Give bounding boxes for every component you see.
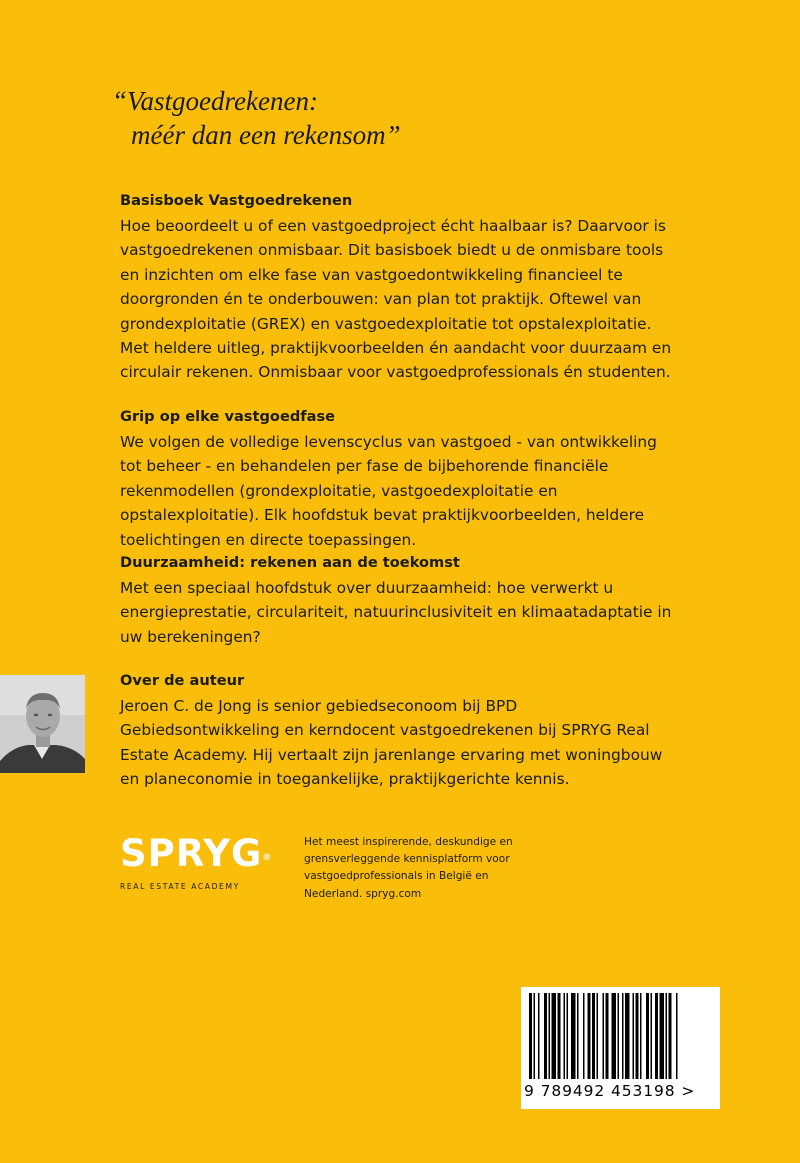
barcode-bar [612,993,617,1079]
section-basisboek [120,190,680,385]
section-title: Over de auteur [120,672,245,689]
barcode-bar [588,993,591,1079]
barcode-bar [633,993,635,1079]
barcode-bar [571,993,576,1079]
barcode-bars [527,993,715,1081]
barcode-bar [592,993,595,1079]
section-body: We volgen de volledige levenscyclus van vastgoed - van ontwikkeling tot beheer - en behandelen per fase de bijbehorende financiële rekenmodellen (grondexploitatie, vastgoedexploitatie en opstalexploitatie). Elk hoofdstuk bevat praktijkvoorbeelden, heldere toelichtingen en directe toepassingen. [120,433,657,549]
barcode-bar [558,993,561,1079]
barcode-bar [583,993,585,1079]
barcode-bar [538,993,540,1079]
barcode-bar [552,993,557,1079]
logo-word: SPRYG [120,832,263,875]
barcode-bar [651,993,653,1079]
barcode-bar [618,993,620,1079]
section-auteur [120,670,680,792]
logo-tagline: REAL ESTATE ACADEMY [120,882,240,891]
registered-mark: ® [262,853,273,863]
section-grip [120,406,680,552]
quote-line-1: “Vastgoedrekenen: [112,86,318,116]
barcode-bar [564,993,566,1079]
publisher-blurb: Het meest inspirerende, deskundige en grensverleggende kennisplatform voor vastgoedprofessionals in België en Nederland. spryg.com [304,836,513,900]
isbn-barcode [521,987,720,1109]
barcode-bar [669,993,672,1079]
barcode-bar [603,993,605,1079]
section-duurzaamheid [120,552,680,649]
barcode-bar [549,993,551,1079]
section-title: Duurzaamheid: rekenen aan de toekomst [120,554,460,571]
isbn-number: 9 789492 453198 > [524,1082,696,1100]
section-title: Grip op elke vastgoedfase [120,408,336,425]
barcode-bar [666,993,668,1079]
author-photo [0,675,85,773]
barcode-bar [567,993,569,1079]
barcode-bar [534,993,536,1079]
barcode-bar [655,993,658,1079]
barcode-bar [544,993,547,1079]
barcode-bar [606,993,609,1079]
barcode-bar [577,993,579,1079]
barcode-bar [660,993,665,1079]
barcode-bar [640,993,642,1079]
quote-line-2: méér dan een rekensom” [131,120,401,150]
barcode-bar [622,993,624,1079]
section-title: Basisboek Vastgoedrekenen [120,192,353,209]
barcode-bar [529,993,532,1079]
barcode-bar [636,993,639,1079]
section-body: Jeroen C. de Jong is senior gebiedseconoom bij BPD Gebiedsontwikkeling en kerndocent vastgoedrekenen bij SPRYG Real Estate Academy. Hij vertaalt zijn jarenlange ervaring met woningbouw en planeconomie in toegankelijke, praktijkgerichte kennis. [120,697,663,789]
barcode-bar [625,993,630,1079]
cover-quote [112,84,401,152]
barcode-bar [676,993,678,1079]
barcode-bar [646,993,649,1079]
section-body: Hoe beoordeelt u of een vastgoedproject écht haalbaar is? Daarvoor is vastgoedrekenen onmisbaar. Dit basisboek biedt u de onmisbare tools en inzichten om elke fase van vastgoedontwikkeling financieel te doorgronden én te onderbouwen: van plan tot praktijk. Oftewel van grondexploitatie (GREX) en vastgoedexploitatie tot opstalexploitatie. Met heldere uitleg, praktijkvoorbeelden én aandacht voor duurzaam en circulair rekenen. Onmisbaar voor vastgoedprofessionals én studenten. [120,217,672,382]
section-body: Met een speciaal hoofdstuk over duurzaamheid: hoe verwerkt u energieprestatie, circulariteit, natuurinclusiviteit en klimaatadaptatie in uw berekeningen? [120,579,672,646]
barcode-bar [597,993,599,1079]
author-portrait-icon [0,675,85,773]
spryg-logo [120,832,273,903]
